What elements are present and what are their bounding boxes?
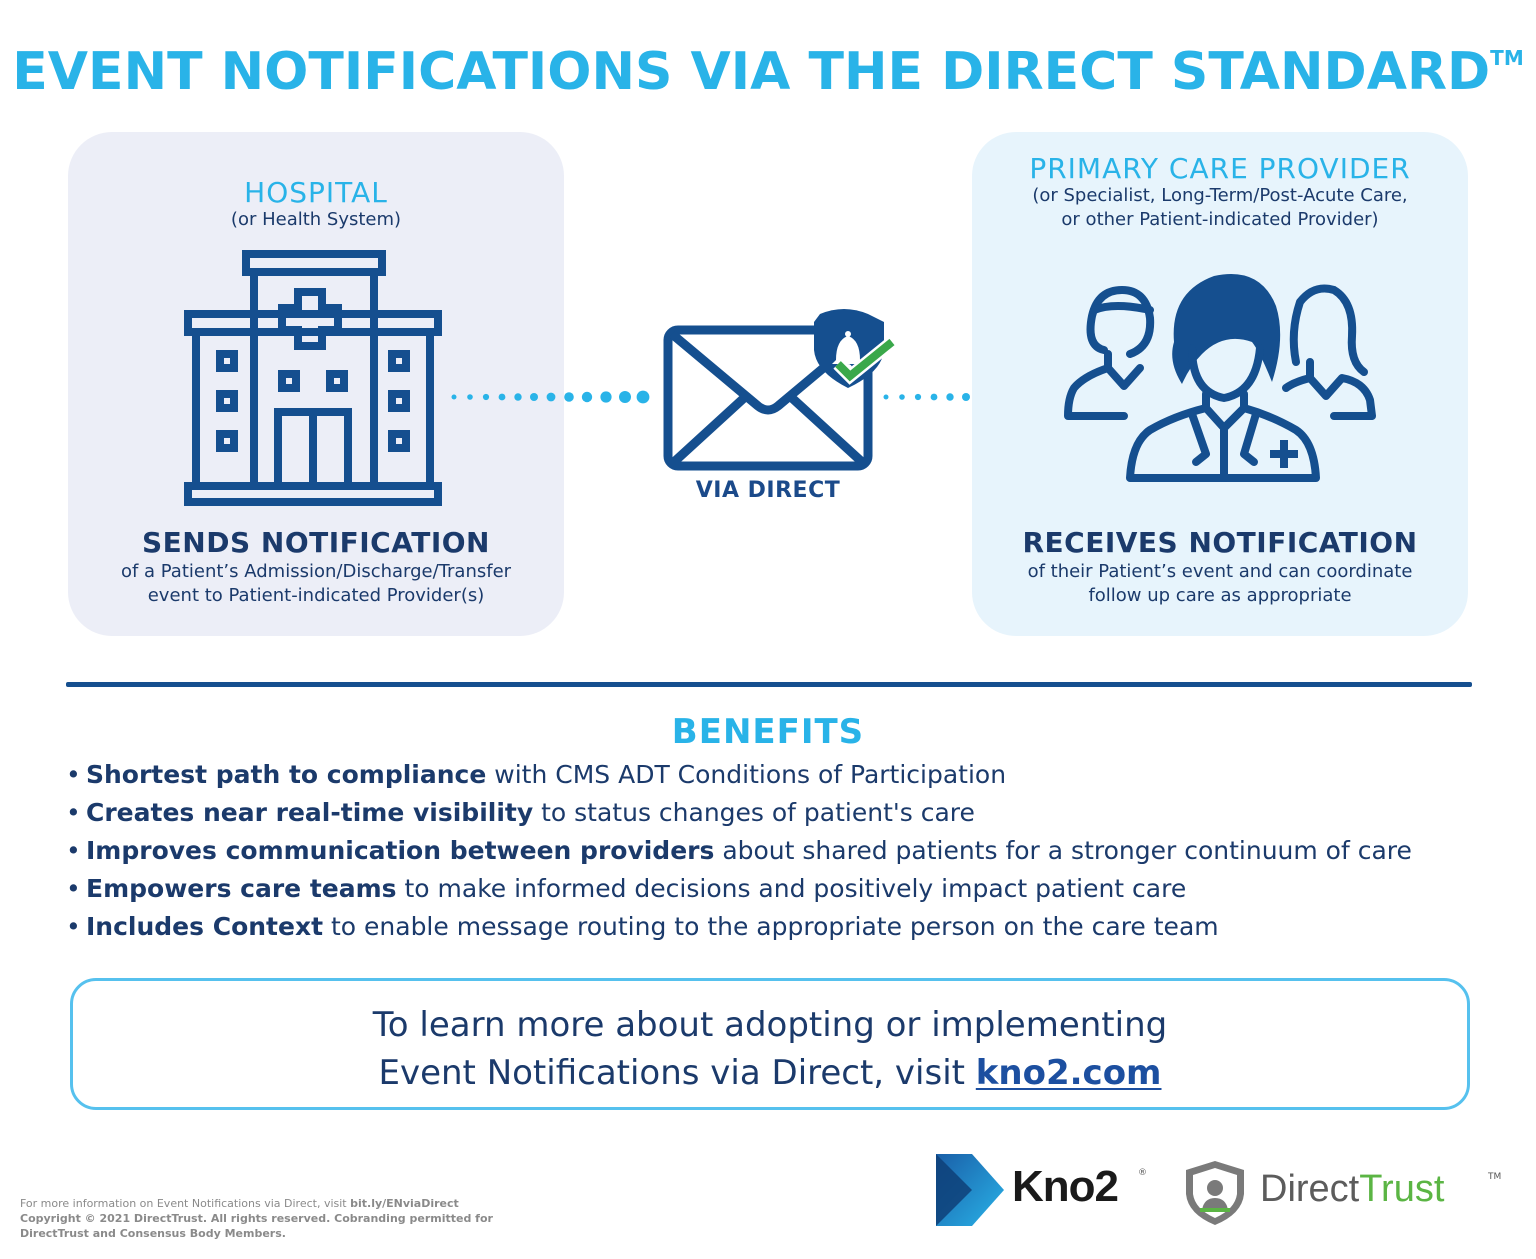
- benefit-item: • Shortest path to compliance with CMS ADT Conditions of Participation: [66, 760, 1007, 789]
- cta-line2: [73, 1053, 1467, 1093]
- page-title: EVENT NOTIFICATIONS VIA THE DIRECT STANDARD™: [12, 42, 1524, 102]
- receives-notification-desc: [972, 560, 1468, 608]
- care-team-icon: [1064, 262, 1378, 488]
- provider-subtitle-line1: (or Specialist, Long-Term/Post-Acute Care,: [1032, 185, 1408, 206]
- receives-notification-heading: RECEIVES NOTIFICATION: [1022, 526, 1418, 559]
- section-divider: [66, 682, 1472, 687]
- directtrust-trademark: TM: [1488, 1172, 1502, 1182]
- benefit-text: to status changes of patient's care: [533, 798, 975, 827]
- benefit-bold: Improves communication between providers: [86, 836, 715, 865]
- learn-more-box: [70, 978, 1470, 1110]
- provider-subtitle-line2: or other Patient-indicated Provider): [1061, 209, 1379, 230]
- benefit-bold: Includes Context: [86, 912, 324, 941]
- cta-line2-prefix: Event Notifications via Direct, visit: [378, 1053, 976, 1093]
- benefit-item: • Creates near real-time visibility to status changes of patient's care: [66, 798, 975, 827]
- via-direct-label: VIA DIRECT: [695, 478, 841, 503]
- footer-line1-prefix: For more information on Event Notifications via Direct, visit: [20, 1197, 351, 1210]
- footer-link[interactable]: bit.ly/ENviaDirect: [350, 1197, 459, 1210]
- provider-title: PRIMARY CARE PROVIDER: [1029, 152, 1411, 185]
- kno2-logo-text: Kno2: [1012, 1162, 1118, 1211]
- hospital-icon: [184, 250, 442, 506]
- sends-notification-desc: [68, 560, 564, 608]
- cta-line1: To learn more about adopting or implementing: [372, 1005, 1168, 1045]
- receives-desc-line2: follow up care as appropriate: [1088, 585, 1352, 606]
- benefit-item: • Improves communication between providers about shared patients for a stronger continuum of care: [66, 836, 1412, 865]
- benefit-item: • Includes Context to enable message routing to the appropriate person on the care team: [66, 912, 1219, 941]
- footer-note: [20, 1196, 580, 1241]
- benefit-item: • Empowers care teams to make informed decisions and positively impact patient care: [66, 874, 1187, 903]
- sends-desc-line2: event to Patient-indicated Provider(s): [147, 585, 485, 606]
- directtrust-logo-text: [1260, 1168, 1444, 1211]
- benefit-bold: Creates near real-time visibility: [86, 798, 534, 827]
- hospital-subtitle: (or Health System): [230, 209, 402, 230]
- connector-dots-left: [448, 386, 650, 408]
- envelope-bell-icon: [660, 302, 898, 474]
- kno2-registered-mark: ®: [1138, 1168, 1147, 1178]
- hospital-title: HOSPITAL: [244, 176, 388, 209]
- benefit-bold: Shortest path to compliance: [86, 760, 487, 789]
- sends-notification-heading: SENDS NOTIFICATION: [142, 526, 490, 559]
- directtrust-direct: Direct: [1260, 1168, 1360, 1210]
- benefit-text: about shared patients for a stronger continuum of care: [714, 836, 1412, 865]
- sends-desc-line1: of a Patient’s Admission/Discharge/Transfer: [120, 561, 512, 582]
- provider-subtitle: [972, 184, 1468, 232]
- footer-line1: [20, 1196, 580, 1211]
- benefit-text: with CMS ADT Conditions of Participation: [486, 760, 1007, 789]
- benefits-title: BENEFITS: [671, 712, 865, 752]
- receives-desc-line1: of their Patient’s event and can coordinate: [1027, 561, 1413, 582]
- directtrust-shield-icon: [1180, 1158, 1250, 1228]
- benefit-bold: Empowers care teams: [86, 874, 397, 903]
- benefit-text: to make informed decisions and positively impact patient care: [396, 874, 1187, 903]
- footer-line3: DirectTrust and Consensus Body Members.: [20, 1227, 286, 1240]
- kno2-logo-icon: [934, 1152, 1006, 1228]
- benefit-text: to enable message routing to the appropriate person on the care team: [323, 912, 1219, 941]
- footer-line2: Copyright © 2021 DirectTrust. All rights reserved. Cobranding permitted for: [20, 1212, 493, 1225]
- directtrust-trust: Trust: [1359, 1168, 1445, 1210]
- benefits-list: [66, 756, 1506, 946]
- trademark-symbol: TM: [1490, 46, 1524, 70]
- kno2-link[interactable]: kno2.com: [975, 1053, 1162, 1093]
